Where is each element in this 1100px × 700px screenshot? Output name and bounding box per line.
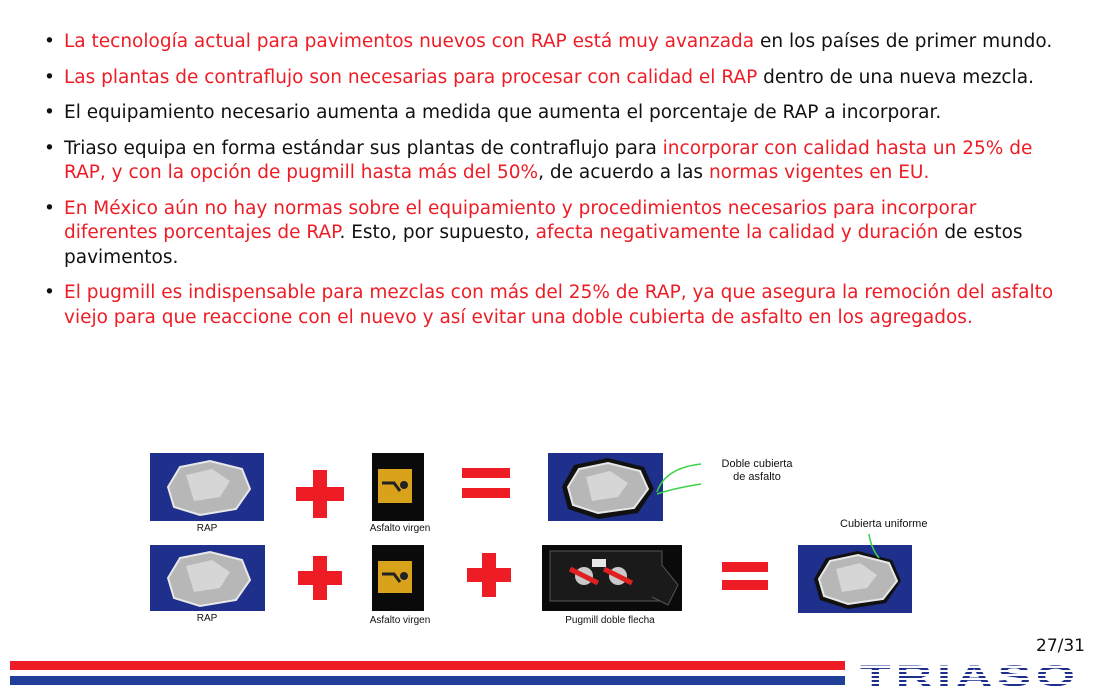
highlighted-text: El pugmill es indispensable para mezclas con más del 25% de RAP, ya que asegura la remoción del asfalto viejo para que reaccione con el nuevo y así evitar una doble cubierta de asfalto en los agregados.	[64, 282, 1054, 328]
body-text: El equipamiento necesario aumenta a medida que aumenta el porcentaje de RAP a incorporar.	[64, 102, 942, 123]
rap-rock-image-2	[150, 545, 265, 611]
body-text: de estos pavimentos.	[64, 222, 1023, 268]
bullet-item	[40, 66, 1070, 91]
equals-sign	[462, 468, 510, 498]
rap-diagram	[150, 448, 950, 633]
double-coat-note: Doble cubierta de asfalto	[721, 458, 793, 483]
asphalt-caption: Asfalto virgen	[369, 523, 431, 534]
uniform-coated-rock-image	[798, 545, 912, 613]
highlighted-text: En México aún no hay normas sobre el equipamiento y procedimientos necesarios para incorporar diferentes porcentajes de RAP	[64, 197, 977, 243]
double-coated-rock-image	[548, 453, 663, 521]
callout-lines	[655, 460, 705, 500]
pugmill-image	[542, 545, 682, 611]
plus-sign-2	[298, 556, 342, 600]
plus-sign	[296, 470, 344, 518]
asphalt-drum-image-2	[372, 545, 424, 611]
bullet-item	[40, 101, 1070, 126]
rap-caption-2: RAP	[196, 613, 218, 624]
callout-line-2	[865, 532, 885, 562]
asphalt-caption-2: Asfalto virgen	[369, 615, 431, 626]
rap-caption: RAP	[196, 523, 218, 534]
triaso-logo	[858, 660, 1083, 690]
bullet-list	[40, 30, 1070, 341]
footer-stripe-blue	[10, 676, 845, 685]
highlighted-text: incorporar con calidad hasta un 25% de RAP, y con la opción de pugmill hasta más del 50%	[64, 137, 1033, 183]
page-number: 27/31	[1036, 636, 1085, 656]
highlighted-text: normas vigentes en EU.	[708, 162, 930, 183]
highlighted-text: La tecnología actual para pavimentos nuevos con RAP está muy avanzada	[64, 31, 755, 52]
svg-text:TRIASO: TRIASO	[860, 660, 1080, 690]
bullet-item	[40, 137, 1070, 186]
body-text: en los países de primer mundo.	[754, 31, 1053, 52]
body-text: dentro de una nueva mezcla.	[757, 66, 1034, 88]
highlighted-text: Las plantas de contraflujo son necesarias para procesar con calidad el RAP	[64, 66, 758, 88]
bullet-item	[40, 281, 1070, 330]
asphalt-drum-image	[372, 453, 424, 521]
uniform-coat-note: Cubierta uniforme	[840, 518, 928, 530]
highlighted-text: afecta negativamente la calidad y duración	[535, 222, 939, 243]
rap-rock-image	[150, 453, 264, 521]
footer-stripe-red	[10, 661, 845, 670]
body-text: Triaso equipa en forma estándar sus plantas de contraflujo para	[64, 137, 663, 159]
equals-sign-2	[722, 562, 768, 590]
pugmill-caption: Pugmill doble flecha	[565, 615, 655, 626]
bullet-item	[40, 197, 1070, 271]
body-text: . Esto, por supuesto,	[339, 222, 536, 243]
bullet-item	[40, 30, 1070, 55]
plus-sign-3	[467, 553, 511, 597]
body-text: , de acuerdo a las	[538, 162, 709, 183]
